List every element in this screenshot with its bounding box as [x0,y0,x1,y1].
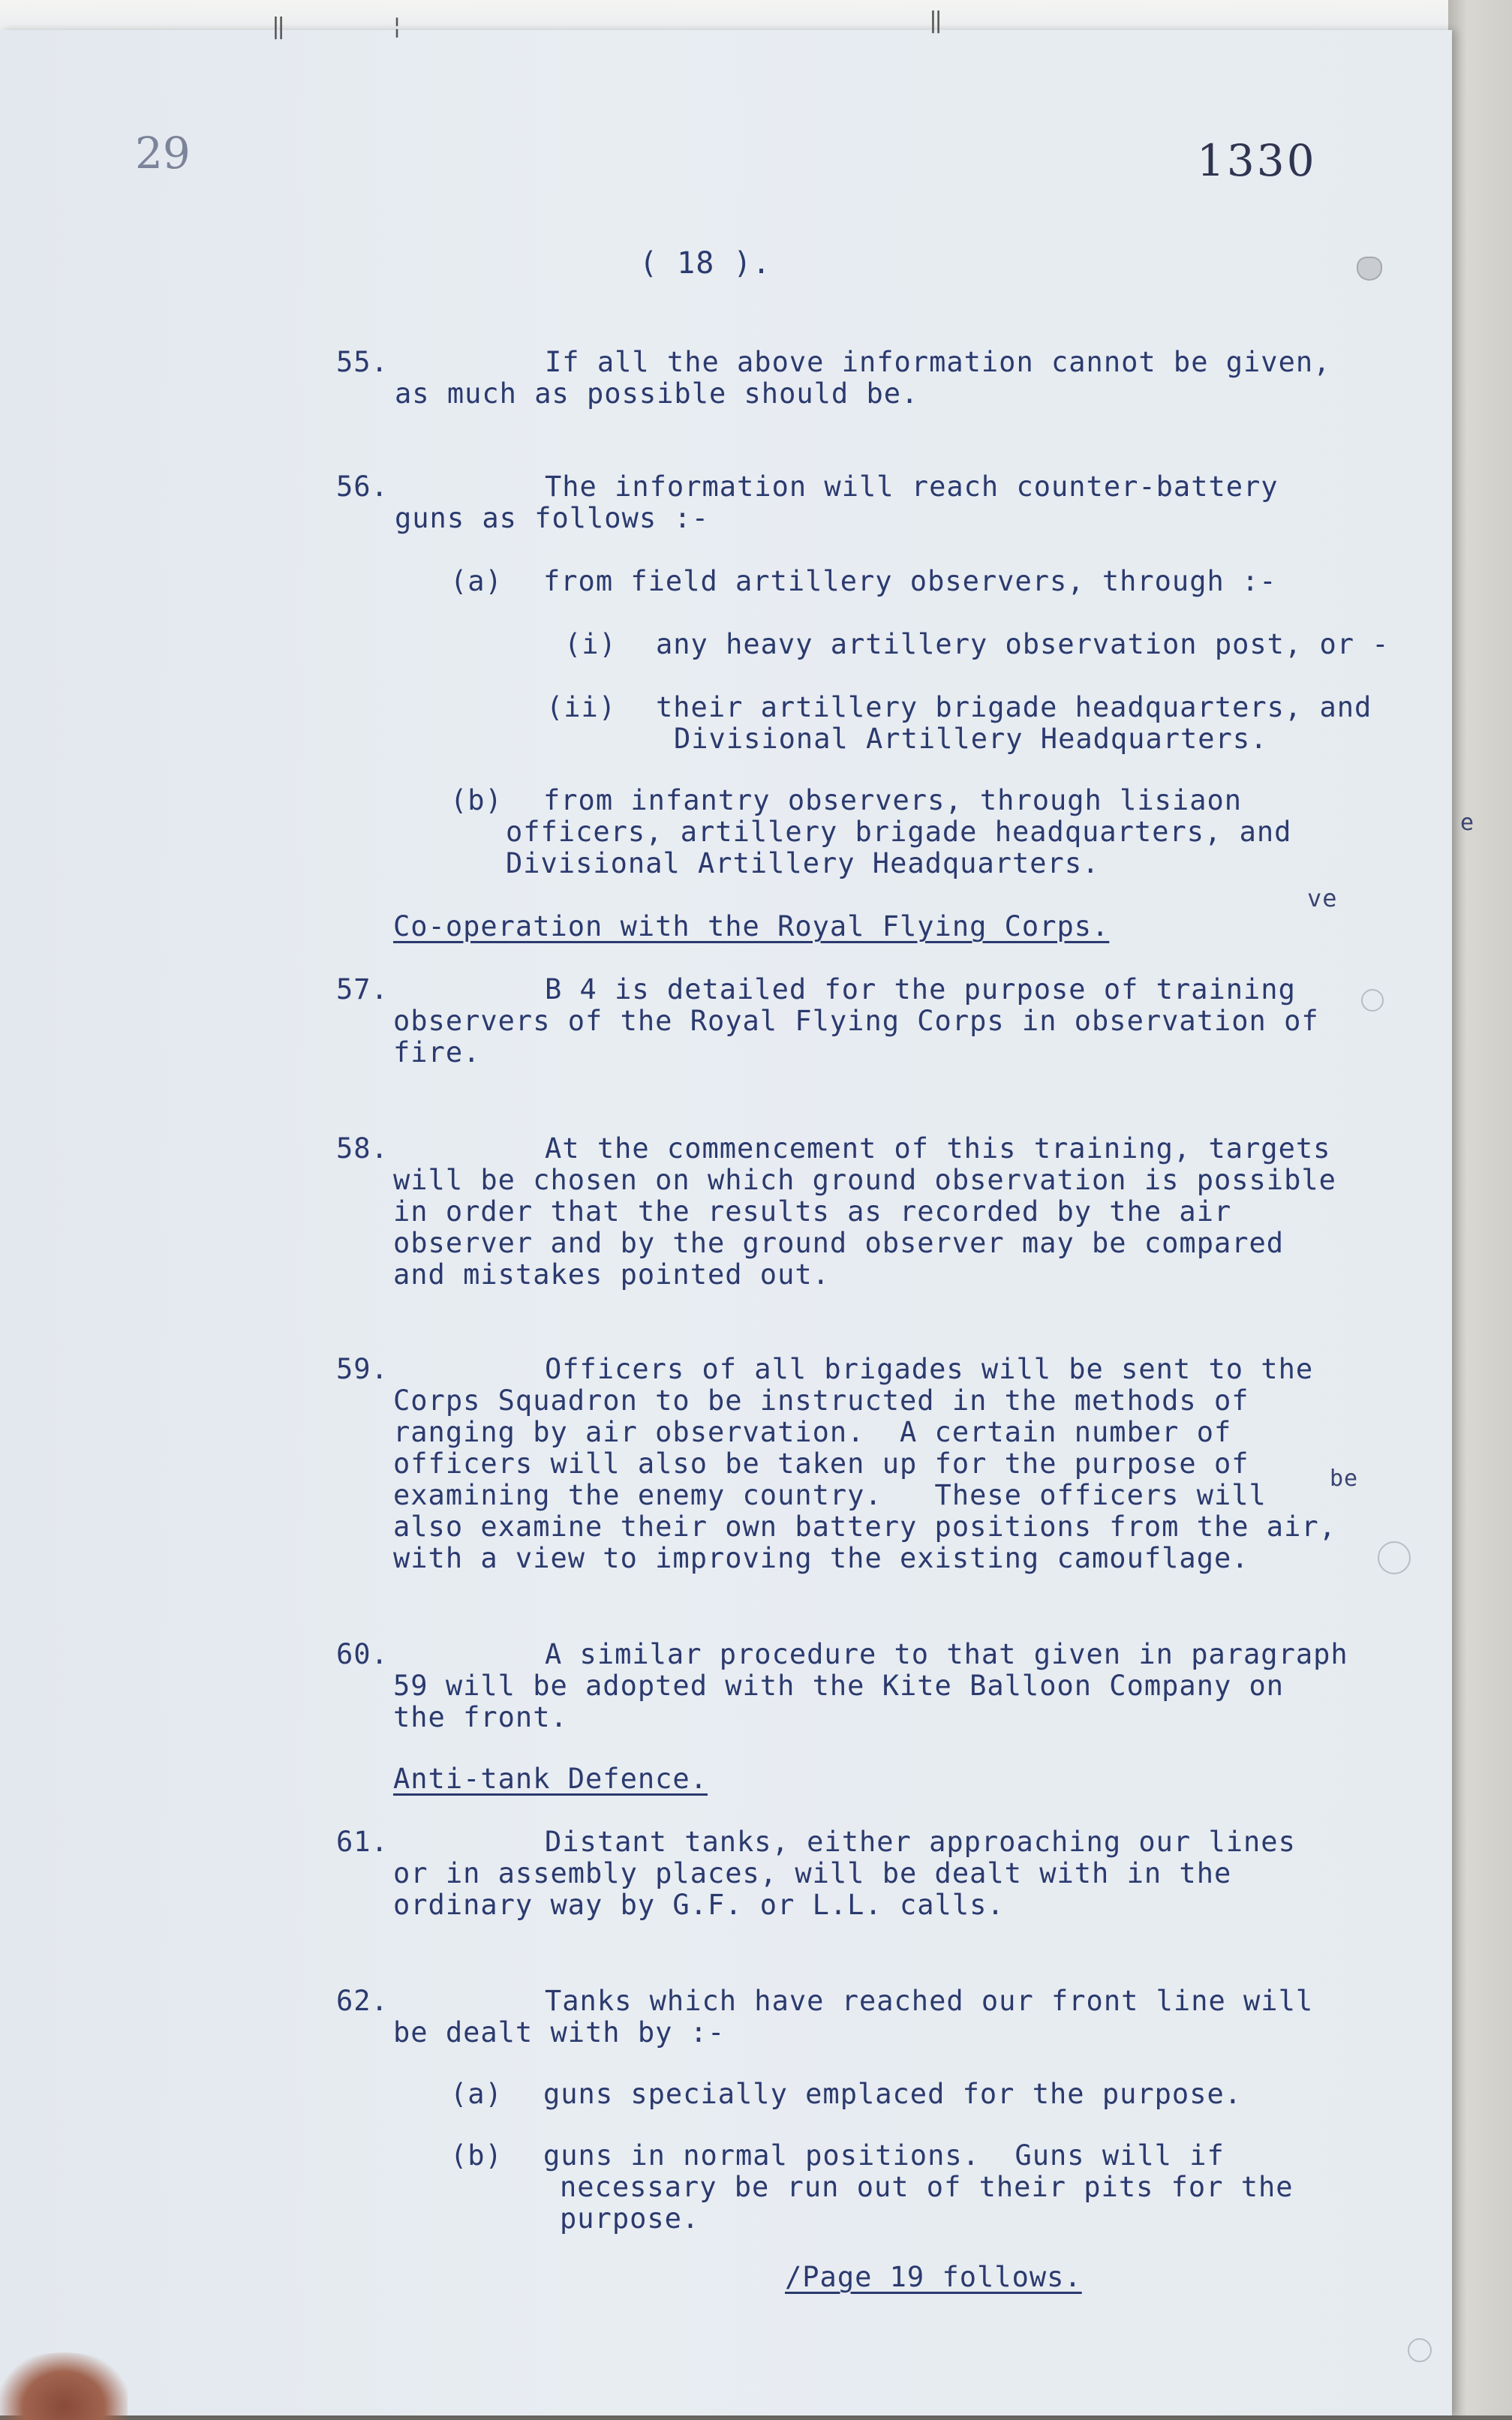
para-number-57: 57. [336,973,389,1006]
para-57-line: B 4 is detailed for the purpose of training [545,973,1296,1006]
margin-note: be [1330,1466,1359,1492]
subitem-line: any heavy artillery observation post, or - [656,628,1390,660]
para-59-line: ranging by air observation. A certain number of [393,1416,1232,1448]
para-60-line: A similar procedure to that given in paragraph [545,1638,1348,1670]
para-56-line: The information will reach counter-battery [545,470,1279,503]
para-61-line: or in assembly places, will be dealt with in the [393,1857,1232,1889]
page-continuation: /Page 19 follows. [785,2261,1082,2293]
section-heading-anti-tank: Anti-tank Defence. [393,1763,708,1795]
margin-note: ve [1307,884,1338,912]
folio-left: 29 [135,128,191,179]
item-line: from infantry observers, through lisiaon [543,784,1243,816]
item-line: officers, artillery brigade headquarters, and [506,816,1292,848]
item-line: guns in normal positions. Guns will if [543,2139,1225,2172]
punch-mark: ‖ [272,14,286,40]
para-58-line: will be chosen on which ground observation is possible [393,1164,1336,1196]
para-number-56: 56. [336,470,389,503]
item-line: Divisional Artillery Headquarters. [506,847,1100,879]
item-label: (a) [450,2078,503,2110]
item-line: purpose. [560,2202,700,2235]
para-59-line: also examine their own battery positions from the air, [393,1511,1336,1543]
para-number-60: 60. [336,1638,389,1670]
para-55-line: If all the above information cannot be given, [545,346,1331,378]
item-line: guns specially emplaced for the purpose. [543,2078,1243,2110]
item-line: necessary be run out of their pits for the [560,2171,1294,2203]
para-59-line: examining the enemy country. These officers will [393,1479,1267,1511]
para-57-line: fire. [393,1036,481,1069]
para-61-line: Distant tanks, either approaching our lines [545,1826,1296,1858]
para-58-line: in order that the results as recorded by the air [393,1195,1232,1228]
para-number-58: 58. [336,1132,389,1165]
margin-ring [1378,1541,1411,1574]
para-59-line: Corps Squadron to be instructed in the methods of [393,1384,1249,1417]
subitem-label: (i) [564,628,617,660]
para-60-line: 59 will be adopted with the Kite Balloon Company on [393,1670,1285,1702]
para-number-59: 59. [336,1353,389,1385]
page-number: ( 18 ). [639,246,771,281]
punch-mark: ‖ [929,8,943,34]
item-label: (b) [450,784,503,816]
para-58-line: and mistakes pointed out. [393,1258,830,1291]
item-label: (b) [450,2139,503,2172]
margin-ring [1408,2338,1432,2362]
punch-mark: ¦ [390,14,404,40]
subitem-line: their artillery brigade headquarters, and [656,691,1372,723]
subitem-line: Divisional Artillery Headquarters. [674,723,1268,755]
para-61-line: ordinary way by G.F. or L.L. calls. [393,1889,1005,1921]
subitem-label: (ii) [546,691,617,723]
item-label: (a) [450,565,503,597]
para-59-line: with a view to improving the existing camouflage. [393,1542,1249,1574]
para-59-line: Officers of all brigades will be sent to the [545,1353,1314,1385]
para-62-line: be dealt with by :- [393,2016,726,2049]
folio-right: 1330 [1197,135,1317,186]
item-line: from field artillery observers, through :- [543,565,1277,597]
para-number-62: 62. [336,1985,389,2017]
para-55-line: as much as possible should be. [395,377,919,410]
para-56-line: guns as follows :- [395,502,709,534]
scan-background-right [1448,0,1512,2415]
para-number-55: 55. [336,346,389,378]
para-number-61: 61. [336,1826,389,1858]
binding-hole [1357,257,1382,281]
para-58-line: At the commencement of this training, targets [545,1132,1331,1165]
margin-ring [1361,989,1384,1012]
para-62-line: Tanks which have reached our front line will [545,1985,1314,2017]
para-60-line: the front. [393,1701,568,1733]
para-58-line: observer and by the ground observer may be compared [393,1227,1285,1259]
margin-note: e [1460,810,1475,836]
finger-stain [0,2352,128,2420]
para-57-line: observers of the Royal Flying Corps in observation of [393,1005,1319,1037]
para-59-line: officers will also be taken up for the purpose of [393,1447,1249,1480]
section-heading-rfc: Co-operation with the Royal Flying Corps. [393,910,1110,942]
